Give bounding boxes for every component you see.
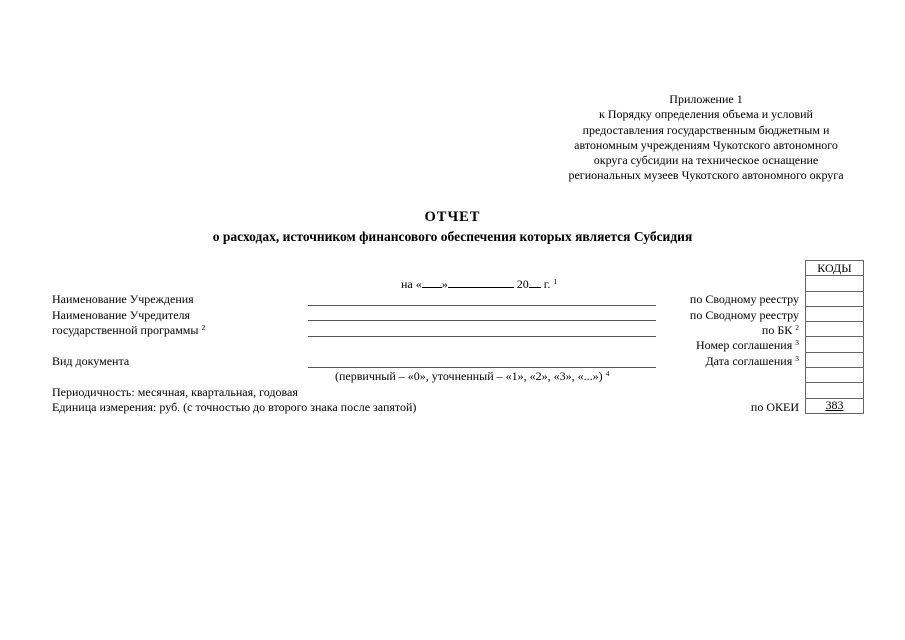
code-cell-extra[interactable] bbox=[806, 306, 864, 321]
appendix-line: округа субсидии на техническое оснащение bbox=[593, 153, 819, 168]
code-cell-registry-2[interactable] bbox=[806, 291, 864, 306]
day-blank[interactable] bbox=[422, 277, 442, 288]
appendix-line: автономным учреждениям Чукотского автономного bbox=[574, 137, 838, 152]
codes-header: КОДЫ bbox=[806, 261, 864, 276]
date-suffix: г. bbox=[543, 277, 551, 291]
report-subtitle: о расходах, источником финансового обеспечения которых является Субсидия bbox=[212, 229, 693, 244]
date-year: 20 bbox=[516, 277, 529, 291]
code-cell-okei[interactable] bbox=[806, 398, 864, 413]
okei-code: 383 bbox=[825, 398, 844, 413]
date-line bbox=[401, 277, 557, 292]
label-program-footnote: 2 bbox=[201, 323, 206, 332]
doc-type-note bbox=[335, 369, 609, 384]
code-cell-registry-1[interactable] bbox=[806, 276, 864, 291]
codes-table bbox=[805, 260, 864, 414]
label-agreement-date-footnote: 3 bbox=[795, 354, 799, 363]
code-cell-bk[interactable] bbox=[806, 322, 864, 337]
date-prefix: на « bbox=[401, 277, 422, 291]
label-agreement-date bbox=[705, 354, 799, 369]
label-agreement-number bbox=[696, 338, 799, 353]
label-registry-1: по Сводному реестру bbox=[689, 292, 799, 306]
label-founder: Наименование Учредителя bbox=[52, 308, 191, 322]
label-institution: Наименование Учреждения bbox=[52, 292, 194, 306]
label-bk-footnote: 2 bbox=[795, 323, 799, 332]
label-okei: по ОКЕИ bbox=[750, 400, 799, 414]
label-agreement-date-text: Дата соглашения bbox=[705, 354, 793, 368]
appendix-line: региональных музеев Чукотского автономного округа bbox=[568, 168, 844, 183]
label-registry-2: по Сводному реестру bbox=[689, 308, 799, 322]
code-cell-empty-1[interactable] bbox=[806, 368, 864, 383]
label-program-text: государственной программы bbox=[52, 323, 199, 337]
label-bk-text: по БК bbox=[761, 323, 793, 337]
label-unit: Единица измерения: руб. (с точностью до второго знака после запятой) bbox=[52, 400, 417, 414]
appendix-block bbox=[545, 92, 867, 184]
doc-type-field-line[interactable] bbox=[308, 367, 656, 368]
code-cell-empty-2[interactable] bbox=[806, 383, 864, 398]
appendix-line: Приложение 1 bbox=[669, 92, 743, 106]
code-cell-agreement-date[interactable] bbox=[806, 352, 864, 367]
report-title: ОТЧЕТ bbox=[424, 209, 481, 225]
appendix-line: предоставления государственным бюджетным и bbox=[582, 122, 830, 137]
appendix-line: к Порядку определения объема и условий bbox=[599, 107, 813, 122]
doc-type-note-footnote: 4 bbox=[605, 369, 610, 378]
label-program bbox=[52, 323, 205, 338]
doc-type-note-text: (первичный – «0», уточненный – «1», «2», «3», «...») bbox=[335, 369, 603, 383]
code-cell-agreement-number[interactable] bbox=[806, 337, 864, 352]
month-blank[interactable] bbox=[448, 277, 514, 288]
label-doc-type: Вид документа bbox=[52, 354, 130, 368]
year-blank[interactable] bbox=[529, 277, 541, 288]
label-agreement-number-text: Номер соглашения bbox=[696, 338, 793, 352]
program-field-line[interactable] bbox=[308, 336, 656, 337]
founder-field-line[interactable] bbox=[308, 320, 656, 321]
label-bk bbox=[762, 323, 799, 338]
institution-field-line[interactable] bbox=[308, 305, 656, 306]
label-periodicity: Периодичность: месячная, квартальная, годовая bbox=[52, 385, 298, 399]
date-mid: » bbox=[441, 277, 448, 291]
date-footnote: 1 bbox=[553, 277, 558, 286]
label-agreement-number-footnote: 3 bbox=[795, 338, 799, 347]
